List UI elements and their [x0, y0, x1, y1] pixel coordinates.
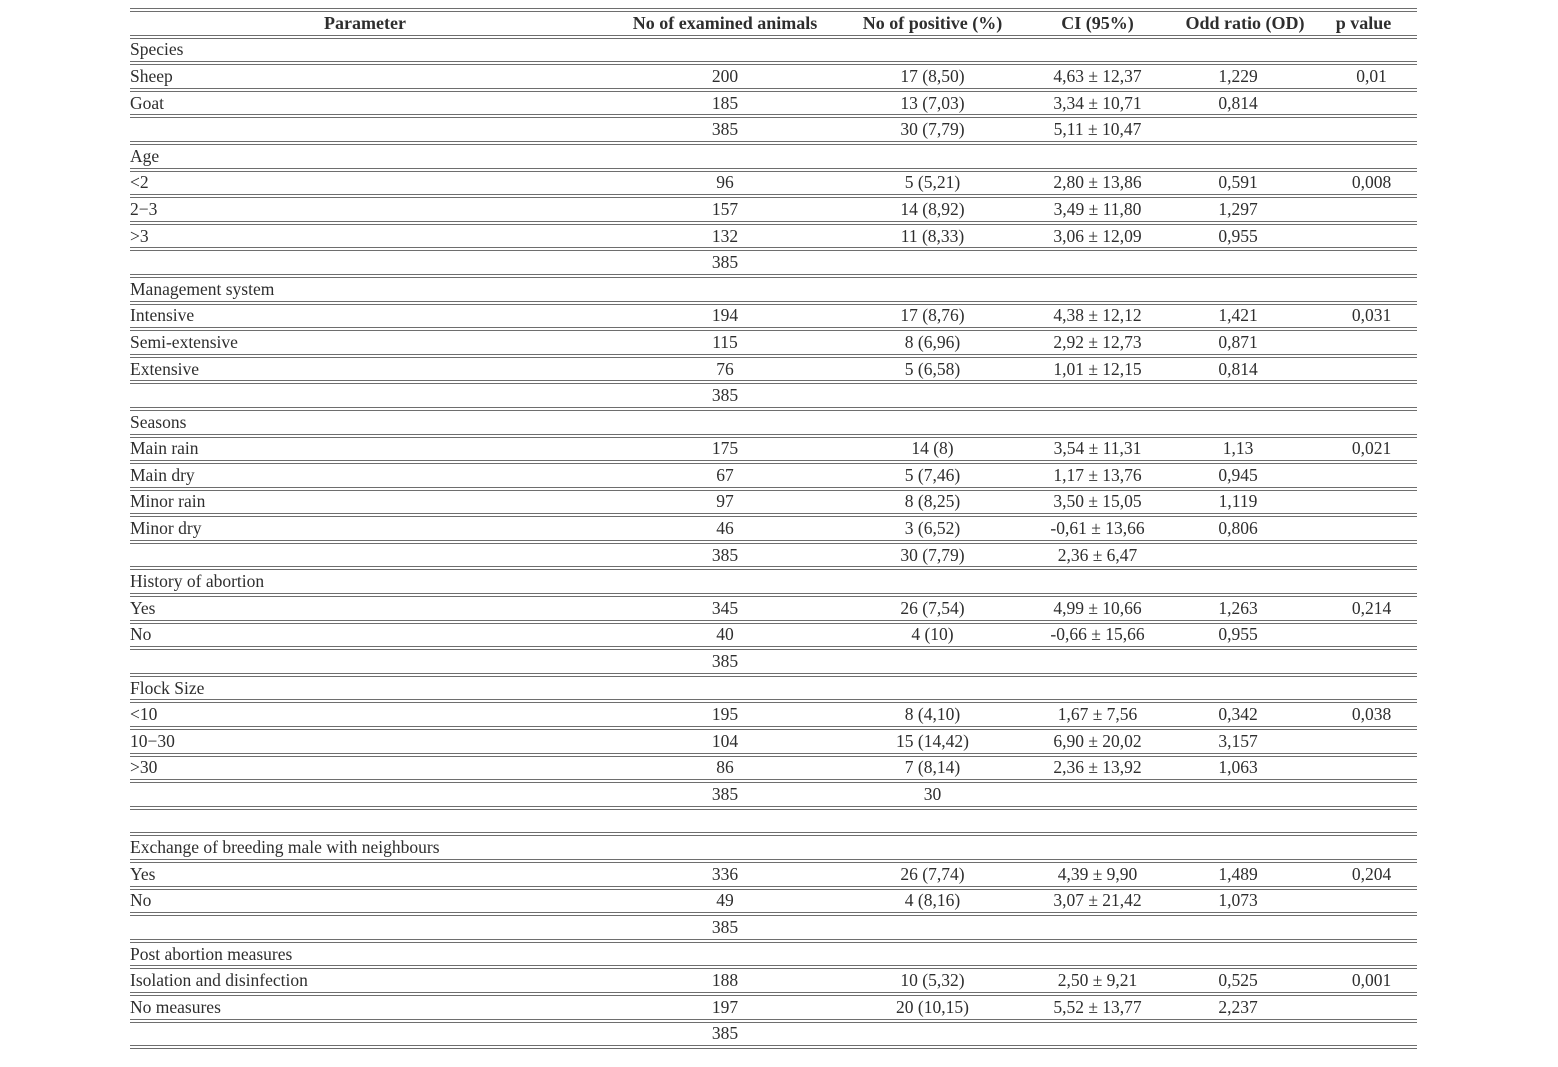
- header-row: [130, 10, 1417, 37]
- value-cell: 49: [600, 888, 850, 915]
- value-cell: 385: [600, 1021, 850, 1048]
- value-cell: [1310, 622, 1417, 649]
- parameter-cell: Semi-extensive: [130, 329, 600, 356]
- value-cell: [1310, 648, 1417, 675]
- value-cell: [1310, 994, 1417, 1021]
- value-cell: 30 (7,79): [850, 542, 1015, 569]
- section-label: Management system: [130, 276, 1417, 303]
- value-cell: 1,01 ± 12,15: [1015, 356, 1180, 383]
- value-cell: 1,073: [1180, 888, 1310, 915]
- value-cell: 195: [600, 701, 850, 728]
- parameter-cell: [130, 648, 600, 675]
- parameter-cell: >30: [130, 755, 600, 782]
- value-cell: [1310, 542, 1417, 569]
- value-cell: 0,038: [1310, 701, 1417, 728]
- value-cell: 7 (8,14): [850, 755, 1015, 782]
- table-row: [130, 728, 1417, 755]
- value-cell: 2,80 ± 13,86: [1015, 170, 1180, 197]
- section-plain-row: [130, 941, 1417, 968]
- value-cell: 5 (6,58): [850, 356, 1015, 383]
- value-cell: [1310, 462, 1417, 489]
- parameter-cell: [130, 542, 600, 569]
- table-row: [130, 462, 1417, 489]
- value-cell: 385: [600, 116, 850, 143]
- parameter-cell: Extensive: [130, 356, 600, 383]
- value-cell: 4,99 ± 10,66: [1015, 595, 1180, 622]
- value-cell: 0,525: [1180, 967, 1310, 994]
- value-cell: 17 (8,76): [850, 303, 1015, 330]
- value-cell: 0,806: [1180, 515, 1310, 542]
- parameter-cell: Yes: [130, 861, 600, 888]
- parameter-cell: Yes: [130, 595, 600, 622]
- value-cell: [1310, 382, 1417, 409]
- table-row: [130, 436, 1417, 463]
- value-cell: 26 (7,74): [850, 861, 1015, 888]
- parameter-cell: <10: [130, 701, 600, 728]
- value-cell: [1180, 781, 1310, 808]
- section-label: History of abortion: [130, 568, 1417, 595]
- value-cell: 3,34 ± 10,71: [1015, 90, 1180, 117]
- col-pvalue: p value: [1310, 10, 1417, 37]
- parameter-cell: 2−3: [130, 196, 600, 223]
- value-cell: 1,421: [1180, 303, 1310, 330]
- table-row: [130, 116, 1417, 143]
- value-cell: 0,814: [1180, 356, 1310, 383]
- value-cell: 197: [600, 994, 850, 1021]
- table-row: [130, 914, 1417, 941]
- value-cell: 10 (5,32): [850, 967, 1015, 994]
- table-row: [130, 888, 1417, 915]
- value-cell: [1310, 1021, 1417, 1048]
- parameter-cell: 10−30: [130, 728, 600, 755]
- parameter-cell: No: [130, 622, 600, 649]
- value-cell: 13 (7,03): [850, 90, 1015, 117]
- parameter-cell: Minor dry: [130, 515, 600, 542]
- value-cell: 0,871: [1180, 329, 1310, 356]
- value-cell: [1310, 116, 1417, 143]
- col-positive: No of positive (%): [850, 10, 1015, 37]
- section-row: [130, 37, 1417, 64]
- value-cell: 0,814: [1180, 90, 1310, 117]
- value-cell: [850, 1021, 1015, 1048]
- value-cell: 14 (8,92): [850, 196, 1015, 223]
- parameter-cell: [130, 382, 600, 409]
- parameter-cell: Sheep: [130, 63, 600, 90]
- value-cell: [1180, 382, 1310, 409]
- value-cell: 385: [600, 249, 850, 276]
- value-cell: 4 (10): [850, 622, 1015, 649]
- parameter-cell: Main dry: [130, 462, 600, 489]
- risk-factors-table: [130, 8, 1417, 1049]
- value-cell: 86: [600, 755, 850, 782]
- table-row: [130, 90, 1417, 117]
- col-examined: No of examined animals: [600, 10, 850, 37]
- value-cell: [1310, 489, 1417, 516]
- col-ci: CI (95%): [1015, 10, 1180, 37]
- value-cell: [1015, 1021, 1180, 1048]
- value-cell: -0,61 ± 13,66: [1015, 515, 1180, 542]
- value-cell: 3,50 ± 15,05: [1015, 489, 1180, 516]
- table-row: [130, 701, 1417, 728]
- value-cell: [1310, 90, 1417, 117]
- value-cell: 385: [600, 914, 850, 941]
- value-cell: [1310, 329, 1417, 356]
- value-cell: 3,49 ± 11,80: [1015, 196, 1180, 223]
- value-cell: [1180, 914, 1310, 941]
- value-cell: 1,17 ± 13,76: [1015, 462, 1180, 489]
- table-body: [130, 37, 1417, 1048]
- section-row: [130, 568, 1417, 595]
- table-row: [130, 861, 1417, 888]
- value-cell: 0,955: [1180, 223, 1310, 250]
- value-cell: 8 (8,25): [850, 489, 1015, 516]
- value-cell: [1310, 356, 1417, 383]
- value-cell: [1310, 781, 1417, 808]
- table-row: [130, 223, 1417, 250]
- value-cell: 385: [600, 382, 850, 409]
- value-cell: 4 (8,16): [850, 888, 1015, 915]
- value-cell: 0,008: [1310, 170, 1417, 197]
- value-cell: 2,36 ± 13,92: [1015, 755, 1180, 782]
- value-cell: 4,63 ± 12,37: [1015, 63, 1180, 90]
- value-cell: [1310, 755, 1417, 782]
- value-cell: 3,157: [1180, 728, 1310, 755]
- value-cell: 2,50 ± 9,21: [1015, 967, 1180, 994]
- value-cell: 104: [600, 728, 850, 755]
- section-label: Seasons: [130, 409, 1417, 436]
- table-row: [130, 595, 1417, 622]
- table-row: [130, 356, 1417, 383]
- value-cell: 345: [600, 595, 850, 622]
- parameter-cell: No: [130, 888, 600, 915]
- value-cell: 2,237: [1180, 994, 1310, 1021]
- spacer-row: [130, 808, 1417, 835]
- value-cell: 385: [600, 781, 850, 808]
- value-cell: 1,229: [1180, 63, 1310, 90]
- section-label: Flock Size: [130, 675, 1417, 702]
- value-cell: 157: [600, 196, 850, 223]
- value-cell: 15 (14,42): [850, 728, 1015, 755]
- value-cell: 0,955: [1180, 622, 1310, 649]
- table-row: [130, 648, 1417, 675]
- value-cell: [850, 914, 1015, 941]
- section-row: [130, 834, 1417, 861]
- value-cell: 385: [600, 648, 850, 675]
- value-cell: 0,591: [1180, 170, 1310, 197]
- parameter-cell: [130, 1021, 600, 1048]
- table-row: [130, 967, 1417, 994]
- value-cell: [1310, 223, 1417, 250]
- value-cell: 30 (7,79): [850, 116, 1015, 143]
- value-cell: 0,021: [1310, 436, 1417, 463]
- value-cell: 6,90 ± 20,02: [1015, 728, 1180, 755]
- value-cell: 0,031: [1310, 303, 1417, 330]
- parameter-cell: Minor rain: [130, 489, 600, 516]
- value-cell: 188: [600, 967, 850, 994]
- value-cell: 0,01: [1310, 63, 1417, 90]
- parameter-cell: No measures: [130, 994, 600, 1021]
- value-cell: 3,54 ± 11,31: [1015, 436, 1180, 463]
- parameter-cell: Goat: [130, 90, 600, 117]
- value-cell: [1180, 542, 1310, 569]
- value-cell: 1,297: [1180, 196, 1310, 223]
- section-row: [130, 675, 1417, 702]
- parameter-cell: >3: [130, 223, 600, 250]
- value-cell: 194: [600, 303, 850, 330]
- value-cell: 0,945: [1180, 462, 1310, 489]
- table-row: [130, 249, 1417, 276]
- table-row: [130, 329, 1417, 356]
- value-cell: [1015, 382, 1180, 409]
- value-cell: 3 (6,52): [850, 515, 1015, 542]
- value-cell: [1180, 249, 1310, 276]
- col-parameter: Parameter: [130, 10, 600, 37]
- value-cell: 1,119: [1180, 489, 1310, 516]
- table-row: [130, 994, 1417, 1021]
- value-cell: [850, 382, 1015, 409]
- section-row: [130, 409, 1417, 436]
- value-cell: 3,07 ± 21,42: [1015, 888, 1180, 915]
- value-cell: 17 (8,50): [850, 63, 1015, 90]
- col-odd: Odd ratio (OD): [1180, 10, 1310, 37]
- value-cell: [1310, 914, 1417, 941]
- value-cell: [1180, 116, 1310, 143]
- value-cell: 26 (7,54): [850, 595, 1015, 622]
- parameter-cell: [130, 116, 600, 143]
- value-cell: 40: [600, 622, 850, 649]
- value-cell: 1,13: [1180, 436, 1310, 463]
- section-label: Age: [130, 143, 1417, 170]
- value-cell: 8 (4,10): [850, 701, 1015, 728]
- value-cell: 11 (8,33): [850, 223, 1015, 250]
- spacer-cell: [130, 808, 1417, 835]
- parameter-cell: [130, 914, 600, 941]
- table-row: [130, 755, 1417, 782]
- table-row: [130, 1021, 1417, 1048]
- value-cell: [1310, 888, 1417, 915]
- value-cell: 0,342: [1180, 701, 1310, 728]
- value-cell: 76: [600, 356, 850, 383]
- parameter-cell: Intensive: [130, 303, 600, 330]
- value-cell: [1310, 515, 1417, 542]
- value-cell: 30: [850, 781, 1015, 808]
- section-row: [130, 276, 1417, 303]
- value-cell: 0,204: [1310, 861, 1417, 888]
- value-cell: 1,489: [1180, 861, 1310, 888]
- value-cell: 96: [600, 170, 850, 197]
- value-cell: [1310, 249, 1417, 276]
- value-cell: 14 (8): [850, 436, 1015, 463]
- value-cell: 385: [600, 542, 850, 569]
- value-cell: [1015, 914, 1180, 941]
- value-cell: [1015, 249, 1180, 276]
- table-row: [130, 515, 1417, 542]
- table-row: [130, 542, 1417, 569]
- value-cell: 8 (6,96): [850, 329, 1015, 356]
- value-cell: 1,67 ± 7,56: [1015, 701, 1180, 728]
- value-cell: [1310, 728, 1417, 755]
- section-row: [130, 143, 1417, 170]
- value-cell: 67: [600, 462, 850, 489]
- value-cell: 115: [600, 329, 850, 356]
- value-cell: 5 (5,21): [850, 170, 1015, 197]
- value-cell: 97: [600, 489, 850, 516]
- table-row: [130, 382, 1417, 409]
- table-row: [130, 781, 1417, 808]
- value-cell: 336: [600, 861, 850, 888]
- value-cell: 185: [600, 90, 850, 117]
- section-label: Exchange of breeding male with neighbours: [130, 834, 1417, 861]
- value-cell: 5,11 ± 10,47: [1015, 116, 1180, 143]
- table-row: [130, 622, 1417, 649]
- value-cell: [1310, 196, 1417, 223]
- section-label: Post abortion measures: [130, 941, 1417, 968]
- parameter-cell: Isolation and disinfection: [130, 967, 600, 994]
- value-cell: [1180, 648, 1310, 675]
- value-cell: [1015, 648, 1180, 675]
- value-cell: 4,38 ± 12,12: [1015, 303, 1180, 330]
- table-row: [130, 303, 1417, 330]
- value-cell: 0,214: [1310, 595, 1417, 622]
- value-cell: 4,39 ± 9,90: [1015, 861, 1180, 888]
- parameter-cell: <2: [130, 170, 600, 197]
- value-cell: [1015, 781, 1180, 808]
- section-label: Species: [130, 37, 1417, 64]
- parameter-cell: [130, 781, 600, 808]
- value-cell: 1,063: [1180, 755, 1310, 782]
- value-cell: [1180, 1021, 1310, 1048]
- value-cell: 46: [600, 515, 850, 542]
- parameter-cell: [130, 249, 600, 276]
- table-row: [130, 489, 1417, 516]
- value-cell: 2,92 ± 12,73: [1015, 329, 1180, 356]
- value-cell: 20 (10,15): [850, 994, 1015, 1021]
- value-cell: -0,66 ± 15,66: [1015, 622, 1180, 649]
- value-cell: 2,36 ± 6,47: [1015, 542, 1180, 569]
- value-cell: 175: [600, 436, 850, 463]
- value-cell: 5 (7,46): [850, 462, 1015, 489]
- table-row: [130, 196, 1417, 223]
- value-cell: [850, 249, 1015, 276]
- value-cell: 5,52 ± 13,77: [1015, 994, 1180, 1021]
- parameter-cell: Main rain: [130, 436, 600, 463]
- table-row: [130, 170, 1417, 197]
- value-cell: 0,001: [1310, 967, 1417, 994]
- value-cell: 1,263: [1180, 595, 1310, 622]
- value-cell: [850, 648, 1015, 675]
- table-row: [130, 63, 1417, 90]
- value-cell: 200: [600, 63, 850, 90]
- value-cell: 3,06 ± 12,09: [1015, 223, 1180, 250]
- value-cell: 132: [600, 223, 850, 250]
